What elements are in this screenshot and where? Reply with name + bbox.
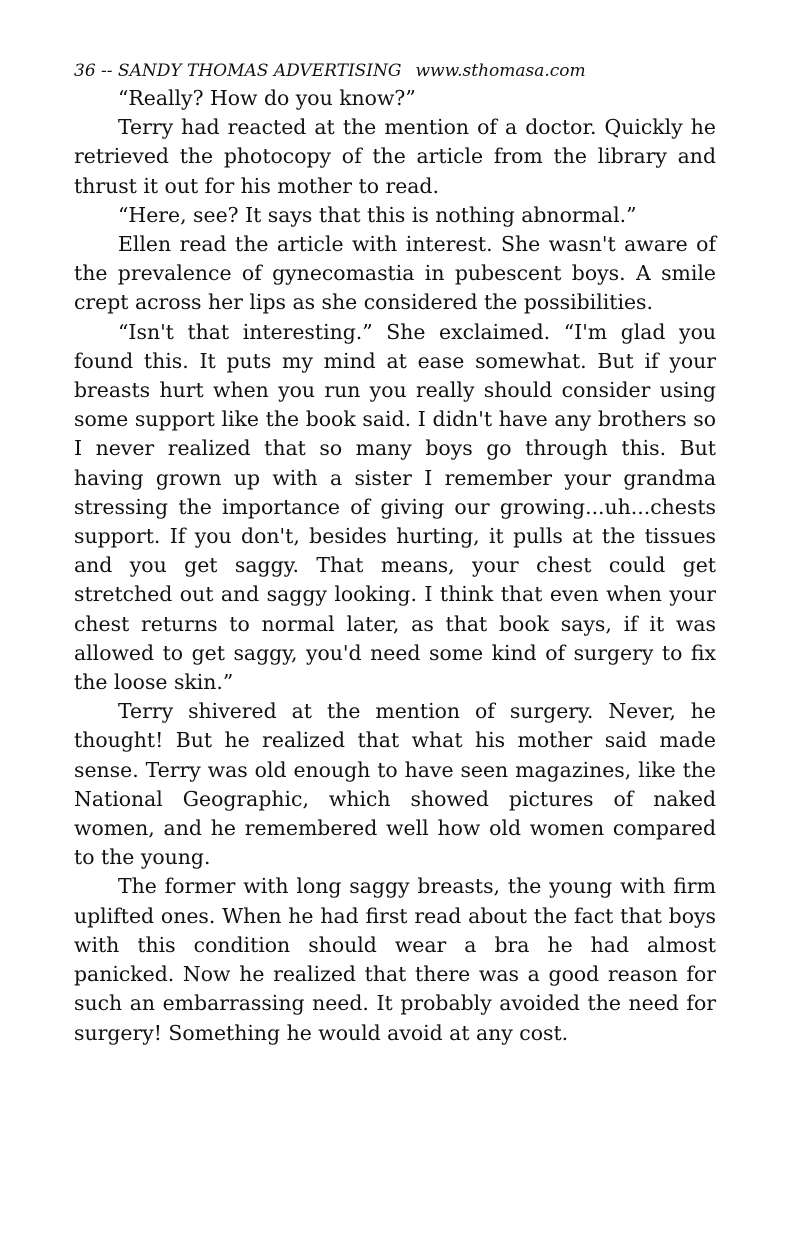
- page-number-title: 36 -- SANDY THOMAS ADVERTISING: [74, 61, 402, 81]
- paragraph: “Here, see? It says that this is nothing abnormal.”: [118, 202, 637, 227]
- paragraph: The former with long saggy breasts, the young with firm uplifted ones. When he had first read about the fact that boys with this condition should wear a bra he had almost panicked. Now he realized that there was a good reason for such an embarrassing need. It probably avoided the need for surgery! Something he would avoid at any cost.: [74, 874, 716, 1045]
- book-page: [74, 58, 716, 1048]
- paragraph: Ellen read the article with interest. She wasn't aware of the prevalence of gynecomastia in pubescent boys. A smile crept across her lips as she considered the possibilities.: [74, 232, 716, 315]
- running-header: [74, 58, 716, 84]
- body-text: [74, 84, 716, 1048]
- paragraph: “Isn't that interesting.” She exclaimed. “I'm glad you found this. It puts my mind at ease somewhat. But if your breasts hurt when you run you really should consider using some support like the book said. I didn't have any brothers so I never realized that so many boys go through this. But having grown up with a sister I remember your grandma stressing the importance of giving our growing...uh...chests support. If you don't, besides hurting, it pulls at the tissues and you get saggy. That means, your chest could get stretched out and saggy looking. I think that even when your chest returns to normal later, as that book says, if it was allowed to get saggy, you'd need some kind of surgery to fix the loose skin.”: [74, 319, 716, 695]
- paragraph: Terry shivered at the mention of surgery. Never, he thought! But he realized that what his mother said made sense. Terry was old enough to have seen magazines, like the National Geographic, which showed pictures of naked women, and he remembered well how old women compared to the young.: [74, 699, 716, 870]
- paragraph: “Really? How do you know?”: [118, 86, 416, 110]
- paragraph: Terry had reacted at the mention of a doctor. Quickly he retrieved the photocopy of the article from the library and thrust it out for his mother to read.: [74, 115, 716, 198]
- header-url: www.sthomasa.com: [415, 61, 586, 81]
